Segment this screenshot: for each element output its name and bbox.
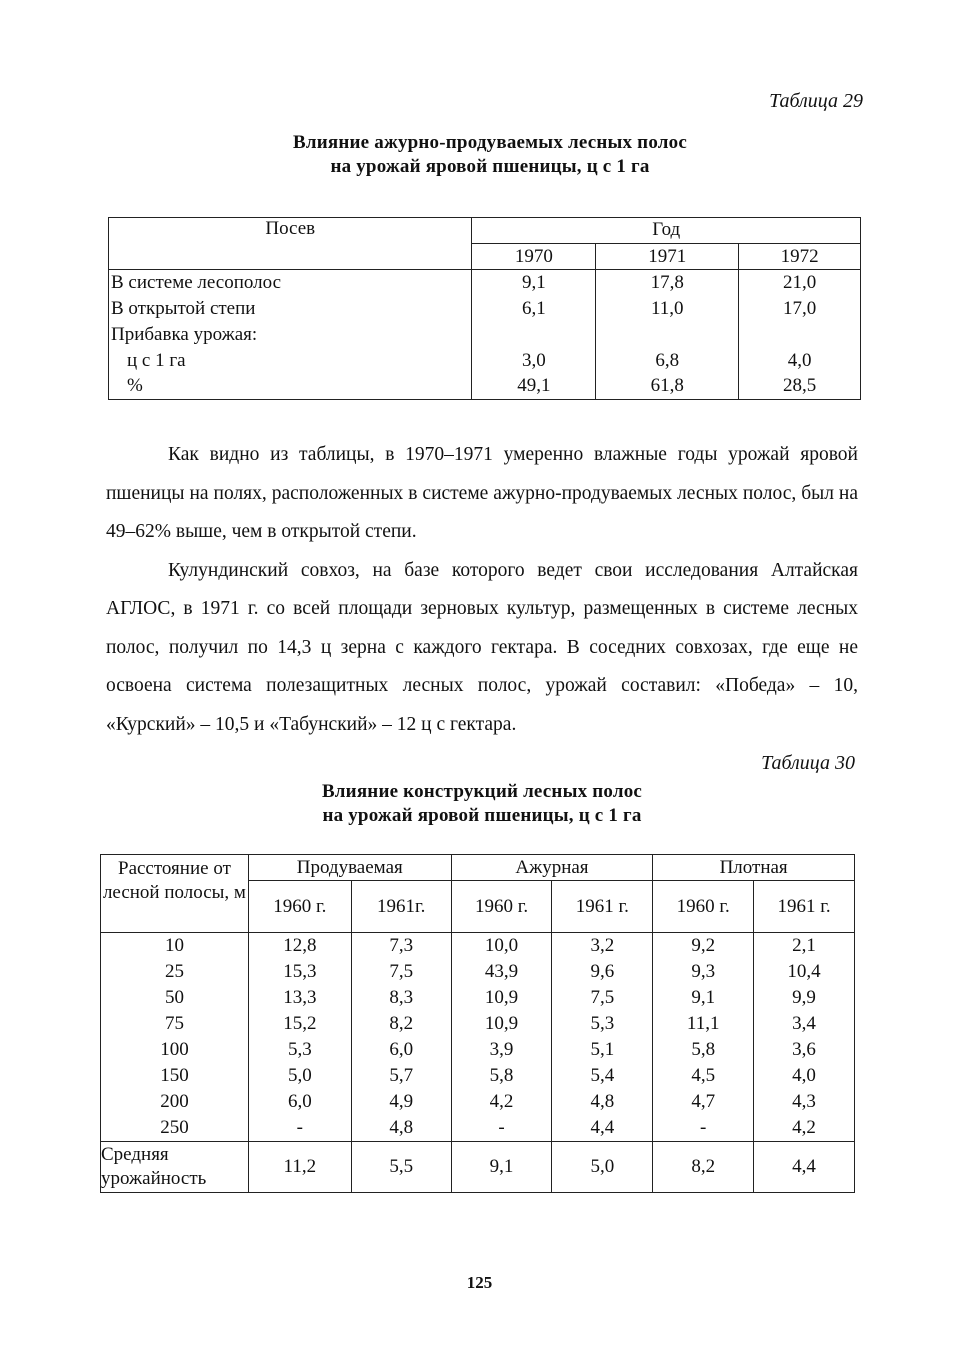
table29-title [180, 131, 800, 179]
cell: 3,9 [451, 1037, 552, 1063]
row-label: В открытой степи [109, 296, 472, 322]
table30-group-header: Продуваемая [248, 855, 451, 881]
table29-title-line1: Влияние ажурно-продуваемых лесных полос [293, 132, 687, 153]
cell: 43,9 [451, 959, 552, 985]
cell: 6,0 [248, 1089, 351, 1115]
distance-cell: 50 [101, 985, 249, 1011]
table30-year: 1960 г. [451, 881, 552, 933]
cell: 3,0 [472, 348, 596, 374]
cell: 5,1 [552, 1037, 653, 1063]
table29-year: 1971 [596, 244, 739, 270]
cell: 13,3 [248, 985, 351, 1011]
table29-year: 1972 [739, 244, 861, 270]
cell: 4,9 [351, 1089, 451, 1115]
table30-year: 1961 г. [552, 881, 653, 933]
cell: 4,8 [351, 1115, 451, 1142]
average-cell: 8,2 [653, 1142, 754, 1193]
table30-group-header: Ажурная [451, 855, 653, 881]
cell: - [451, 1115, 552, 1142]
cell: 4,0 [739, 348, 861, 374]
cell: 15,2 [248, 1011, 351, 1037]
cell: 10,9 [451, 1011, 552, 1037]
cell: 9,2 [653, 933, 754, 960]
table30-year: 1961 г. [754, 881, 855, 933]
table29-year: 1970 [472, 244, 596, 270]
table-row [101, 1089, 855, 1115]
cell: - [248, 1115, 351, 1142]
average-cell: 5,5 [351, 1142, 451, 1193]
cell: 4,2 [451, 1089, 552, 1115]
table-row [109, 322, 861, 348]
distance-cell: 150 [101, 1063, 249, 1089]
cell: 9,1 [472, 270, 596, 296]
table-row [101, 959, 855, 985]
distance-cell: 250 [101, 1115, 249, 1142]
cell: 3,2 [552, 933, 653, 960]
cell: - [653, 1115, 754, 1142]
cell: 11,0 [596, 296, 739, 322]
average-cell: 4,4 [754, 1142, 855, 1193]
body-text [106, 436, 858, 744]
cell: 9,9 [754, 985, 855, 1011]
page-number: 125 [466, 1273, 493, 1292]
cell: 7,3 [351, 933, 451, 960]
cell: 4,5 [653, 1063, 754, 1089]
cell: 4,8 [552, 1089, 653, 1115]
table29-header-year: Год [472, 218, 861, 244]
cell: 5,3 [248, 1037, 351, 1063]
average-label-line1: Средняя [101, 1144, 169, 1165]
table30-title-line2: на урожай яровой пшеницы, ц с 1 га [322, 805, 642, 826]
table-row [109, 374, 861, 400]
table-row [101, 1115, 855, 1142]
table-row [101, 1011, 855, 1037]
average-label-line2: урожайность [101, 1168, 207, 1189]
cell: 61,8 [596, 374, 739, 400]
cell: 21,0 [739, 270, 861, 296]
table30-group-header: Плотная [653, 855, 855, 881]
table29-title-line2: на урожай яровой пшеницы, ц с 1 га [330, 156, 650, 177]
row-label: Прибавка урожая: [109, 322, 472, 348]
cell: 5,3 [552, 1011, 653, 1037]
cell: 28,5 [739, 374, 861, 400]
cell: 4,7 [653, 1089, 754, 1115]
cell: 5,8 [653, 1037, 754, 1063]
cell: 7,5 [552, 985, 653, 1011]
distance-cell: 25 [101, 959, 249, 985]
row-label: ц с 1 га [109, 348, 472, 374]
paragraph: Кулундинский совхоз, на базе которого ведет свои исследования Алтайская АГЛОС, в 1971 г. со всей площади зерновых культур, размещенных в системе лесных полос, получил по 14,3 ц зерна с каждого гектара. В соседних совхозах, где еще не освоена система полезащитных лесных полос, урожай составил: «Победа» – 10, «Курский» – 10,5 и «Табунский» – 12 ц с гектара. [106, 559, 858, 735]
cell: 17,8 [596, 270, 739, 296]
cell: 9,1 [653, 985, 754, 1011]
cell: 3,4 [754, 1011, 855, 1037]
row-label: В системе лесополос [109, 270, 472, 296]
cell: 12,8 [248, 933, 351, 960]
table30-caption: Таблица 30 [761, 752, 855, 774]
table30-year: 1960 г. [248, 881, 351, 933]
average-cell: 5,0 [552, 1142, 653, 1193]
average-cell: 11,2 [248, 1142, 351, 1193]
distance-cell: 10 [101, 933, 249, 960]
distance-cell: 100 [101, 1037, 249, 1063]
table30-title [172, 780, 792, 828]
table29-caption: Таблица 29 [769, 90, 863, 112]
distance-cell: 200 [101, 1089, 249, 1115]
cell: 6,8 [596, 348, 739, 374]
table-row [101, 985, 855, 1011]
cell: 15,3 [248, 959, 351, 985]
paragraph: Как видно из таблицы, в 1970–1971 умеренно влажные годы урожай яровой пшеницы на полях, расположенных в системе ажурно-продуваемых лесных полос, был на 49–62% выше, чем в открытой степи. [106, 444, 858, 542]
table29 [108, 217, 861, 400]
cell: 10,9 [451, 985, 552, 1011]
table30-title-line1: Влияние конструкций лесных полос [321, 781, 643, 802]
cell: 2,1 [754, 933, 855, 960]
cell: 9,3 [653, 959, 754, 985]
table-row [101, 933, 855, 960]
distance-cell: 75 [101, 1011, 249, 1037]
table30 [100, 854, 855, 1193]
average-cell: 9,1 [451, 1142, 552, 1193]
cell: 5,0 [248, 1063, 351, 1089]
cell: 7,5 [351, 959, 451, 985]
cell: 3,6 [754, 1037, 855, 1063]
cell: 4,0 [754, 1063, 855, 1089]
table-row [109, 270, 861, 296]
average-label [101, 1142, 249, 1193]
table-row [109, 348, 861, 374]
cell: 11,1 [653, 1011, 754, 1037]
table-row [109, 296, 861, 322]
cell: 4,4 [552, 1115, 653, 1142]
cell: 8,3 [351, 985, 451, 1011]
table-row [101, 1037, 855, 1063]
cell: 5,8 [451, 1063, 552, 1089]
cell: 17,0 [739, 296, 861, 322]
table-row-average [101, 1142, 855, 1193]
cell: 4,3 [754, 1089, 855, 1115]
cell: 6,1 [472, 296, 596, 322]
row-label: % [109, 374, 472, 400]
cell [596, 322, 739, 348]
cell: 4,2 [754, 1115, 855, 1142]
cell [472, 322, 596, 348]
cell: 10,0 [451, 933, 552, 960]
cell: 49,1 [472, 374, 596, 400]
cell: 8,2 [351, 1011, 451, 1037]
cell [739, 322, 861, 348]
cell: 10,4 [754, 959, 855, 985]
table30-year: 1960 г. [653, 881, 754, 933]
table30-year: 1961г. [351, 881, 451, 933]
cell: 5,7 [351, 1063, 451, 1089]
cell: 5,4 [552, 1063, 653, 1089]
table30-header-distance: Расстояние от лесной полосы, м [101, 855, 249, 933]
table29-header-sowing: Посев [109, 218, 472, 270]
cell: 6,0 [351, 1037, 451, 1063]
cell: 9,6 [552, 959, 653, 985]
table-row [101, 1063, 855, 1089]
